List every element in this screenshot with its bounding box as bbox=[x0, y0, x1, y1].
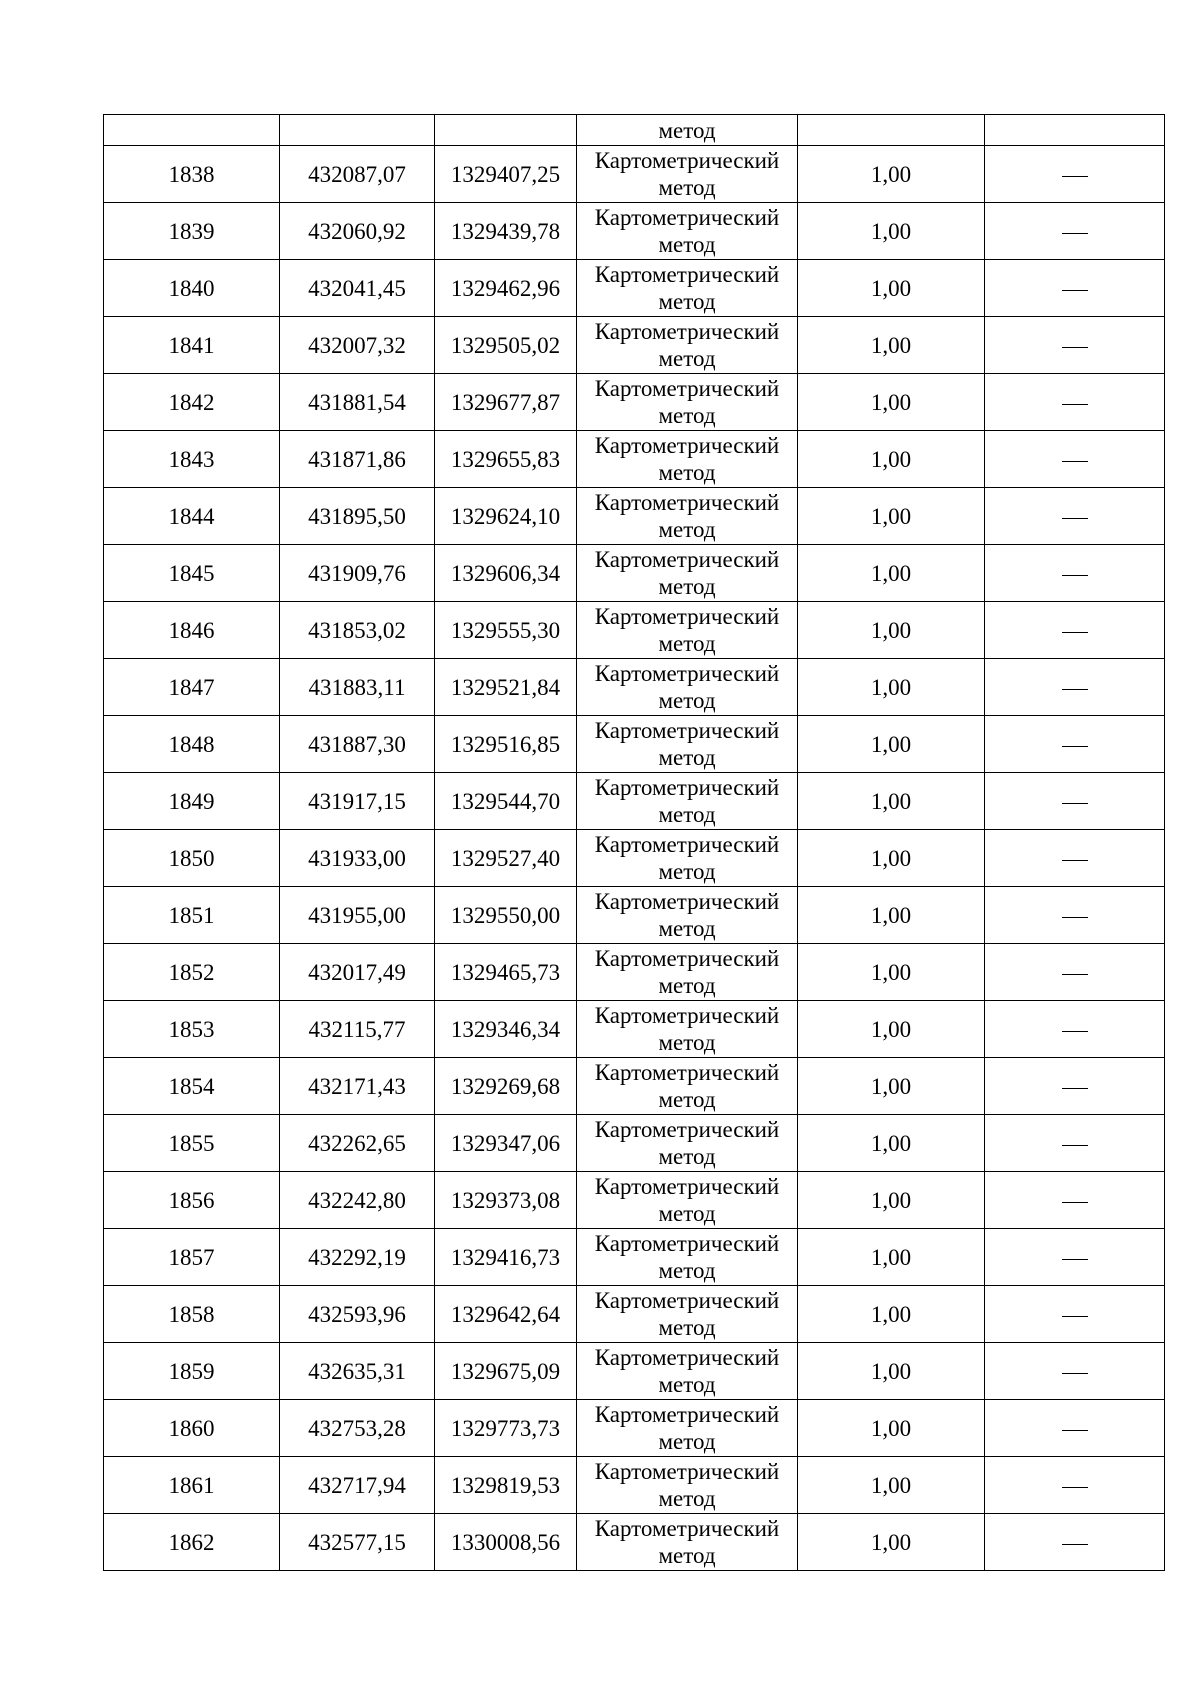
point-number-cell: 1849 bbox=[104, 773, 280, 830]
method-cell bbox=[577, 488, 798, 545]
dash-icon bbox=[1062, 461, 1088, 462]
y-coordinate-cell: 1329606,34 bbox=[435, 545, 577, 602]
description-cell bbox=[985, 659, 1165, 716]
method-line1: Картометрический bbox=[594, 1516, 780, 1541]
table-row bbox=[104, 1286, 1165, 1343]
method-cell bbox=[577, 1058, 798, 1115]
point-number-cell: 1855 bbox=[104, 1115, 280, 1172]
table-row bbox=[104, 1058, 1165, 1115]
table-row bbox=[104, 1115, 1165, 1172]
point-number-cell: 1839 bbox=[104, 203, 280, 260]
description-cell bbox=[985, 944, 1165, 1001]
dash-icon bbox=[1062, 917, 1088, 918]
point-number-cell: 1845 bbox=[104, 545, 280, 602]
y-coordinate-cell: 1329555,30 bbox=[435, 602, 577, 659]
x-coordinate-cell: 431881,54 bbox=[280, 374, 435, 431]
y-coordinate-cell: 1329773,73 bbox=[435, 1400, 577, 1457]
method-cell bbox=[577, 1286, 798, 1343]
accuracy-cell: 1,00 bbox=[798, 773, 985, 830]
description-cell bbox=[985, 317, 1165, 374]
method-line1: Картометрический bbox=[594, 1003, 780, 1028]
table-row bbox=[104, 659, 1165, 716]
dash-icon bbox=[1062, 746, 1088, 747]
table-row bbox=[104, 545, 1165, 602]
table-row bbox=[104, 773, 1165, 830]
accuracy-cell: 1,00 bbox=[798, 260, 985, 317]
accuracy-cell: 1,00 bbox=[798, 488, 985, 545]
method-line1: Картометрический bbox=[594, 1459, 780, 1484]
table-row bbox=[104, 1400, 1165, 1457]
point-number-cell: 1840 bbox=[104, 260, 280, 317]
x-coordinate-cell: 432292,19 bbox=[280, 1229, 435, 1286]
method-tail-text: метод bbox=[658, 118, 716, 143]
dash-icon bbox=[1062, 518, 1088, 519]
point-number-cell: 1841 bbox=[104, 317, 280, 374]
method-cell bbox=[577, 887, 798, 944]
y-coordinate-cell: 1329550,00 bbox=[435, 887, 577, 944]
method-line1: Картометрический bbox=[594, 205, 780, 230]
method-line2: метод bbox=[658, 1486, 716, 1511]
method-cell bbox=[577, 1115, 798, 1172]
accuracy-cell bbox=[798, 115, 985, 146]
method-cell bbox=[577, 602, 798, 659]
accuracy-cell: 1,00 bbox=[798, 602, 985, 659]
accuracy-cell: 1,00 bbox=[798, 374, 985, 431]
point-number-cell: 1848 bbox=[104, 716, 280, 773]
x-coordinate-cell: 431853,02 bbox=[280, 602, 435, 659]
point-cell bbox=[104, 115, 280, 146]
y-coordinate-cell: 1329655,83 bbox=[435, 431, 577, 488]
description-cell bbox=[985, 1001, 1165, 1058]
y-coordinate-cell: 1329439,78 bbox=[435, 203, 577, 260]
description-cell bbox=[985, 115, 1165, 146]
table-row bbox=[104, 716, 1165, 773]
description-cell bbox=[985, 773, 1165, 830]
method-line1: Картометрический bbox=[594, 775, 780, 800]
table-row bbox=[104, 602, 1165, 659]
x-coordinate-cell: 431887,30 bbox=[280, 716, 435, 773]
method-line1: Картометрический bbox=[594, 661, 780, 686]
point-number-cell: 1842 bbox=[104, 374, 280, 431]
method-cell bbox=[577, 1229, 798, 1286]
accuracy-cell: 1,00 bbox=[798, 887, 985, 944]
method-line1: Картометрический bbox=[594, 1345, 780, 1370]
method-cell bbox=[577, 545, 798, 602]
method-cell bbox=[577, 1172, 798, 1229]
method-line2: метод bbox=[658, 1087, 716, 1112]
point-number-cell: 1860 bbox=[104, 1400, 280, 1457]
description-cell bbox=[985, 488, 1165, 545]
method-line2: метод bbox=[658, 688, 716, 713]
table-row bbox=[104, 830, 1165, 887]
table-row bbox=[104, 203, 1165, 260]
table-row bbox=[104, 887, 1165, 944]
accuracy-cell: 1,00 bbox=[798, 1229, 985, 1286]
description-cell bbox=[985, 1286, 1165, 1343]
method-line2: метод bbox=[658, 745, 716, 770]
method-line2: метод bbox=[658, 346, 716, 371]
table-row bbox=[104, 431, 1165, 488]
dash-icon bbox=[1062, 404, 1088, 405]
y-coordinate-cell: 1329462,96 bbox=[435, 260, 577, 317]
method-cell bbox=[577, 1001, 798, 1058]
method-cell bbox=[577, 115, 798, 146]
x-coordinate-cell: 432017,49 bbox=[280, 944, 435, 1001]
dash-icon bbox=[1062, 632, 1088, 633]
method-cell bbox=[577, 716, 798, 773]
accuracy-cell: 1,00 bbox=[798, 1343, 985, 1400]
y-coordinate-cell: 1329505,02 bbox=[435, 317, 577, 374]
description-cell bbox=[985, 1343, 1165, 1400]
y-coordinate-cell: 1329465,73 bbox=[435, 944, 577, 1001]
accuracy-cell: 1,00 bbox=[798, 317, 985, 374]
method-line2: метод bbox=[658, 1258, 716, 1283]
method-line2: метод bbox=[658, 517, 716, 542]
description-cell bbox=[985, 146, 1165, 203]
point-number-cell: 1844 bbox=[104, 488, 280, 545]
accuracy-cell: 1,00 bbox=[798, 1115, 985, 1172]
x-coordinate-cell: 432753,28 bbox=[280, 1400, 435, 1457]
dash-icon bbox=[1062, 1145, 1088, 1146]
description-cell bbox=[985, 260, 1165, 317]
y-coordinate-cell: 1329527,40 bbox=[435, 830, 577, 887]
table-row bbox=[104, 260, 1165, 317]
accuracy-cell: 1,00 bbox=[798, 659, 985, 716]
point-number-cell: 1857 bbox=[104, 1229, 280, 1286]
dash-icon bbox=[1062, 1544, 1088, 1545]
accuracy-cell: 1,00 bbox=[798, 1514, 985, 1571]
table-row bbox=[104, 1457, 1165, 1514]
table-body bbox=[104, 115, 1165, 1571]
table-row bbox=[104, 1343, 1165, 1400]
point-number-cell: 1847 bbox=[104, 659, 280, 716]
method-cell bbox=[577, 773, 798, 830]
y-coordinate-cell: 1329347,06 bbox=[435, 1115, 577, 1172]
table-row bbox=[104, 1514, 1165, 1571]
method-line1: Картометрический bbox=[594, 604, 780, 629]
y-coordinate-cell: 1329269,68 bbox=[435, 1058, 577, 1115]
y-coordinate-cell: 1329346,34 bbox=[435, 1001, 577, 1058]
table-row bbox=[104, 1172, 1165, 1229]
dash-icon bbox=[1062, 575, 1088, 576]
description-cell bbox=[985, 203, 1165, 260]
dash-icon bbox=[1062, 689, 1088, 690]
x-coordinate-cell: 432242,80 bbox=[280, 1172, 435, 1229]
point-number-cell: 1843 bbox=[104, 431, 280, 488]
accuracy-cell: 1,00 bbox=[798, 1172, 985, 1229]
method-line2: метод bbox=[658, 1030, 716, 1055]
y-coordinate-cell: 1329544,70 bbox=[435, 773, 577, 830]
x-coordinate-cell: 431917,15 bbox=[280, 773, 435, 830]
method-cell bbox=[577, 260, 798, 317]
method-line1: Картометрический bbox=[594, 376, 780, 401]
y-coordinate-cell: 1329407,25 bbox=[435, 146, 577, 203]
accuracy-cell: 1,00 bbox=[798, 944, 985, 1001]
coordinates-table bbox=[103, 114, 1165, 1571]
x-coordinate-cell: 431895,50 bbox=[280, 488, 435, 545]
x-coordinate-cell: 432593,96 bbox=[280, 1286, 435, 1343]
method-line1: Картометрический bbox=[594, 946, 780, 971]
y-coordinate-cell: 1329516,85 bbox=[435, 716, 577, 773]
method-line2: метод bbox=[658, 403, 716, 428]
accuracy-cell: 1,00 bbox=[798, 146, 985, 203]
accuracy-cell: 1,00 bbox=[798, 1457, 985, 1514]
method-line1: Картометрический bbox=[594, 718, 780, 743]
method-line2: метод bbox=[658, 1543, 716, 1568]
accuracy-cell: 1,00 bbox=[798, 431, 985, 488]
table-row bbox=[104, 146, 1165, 203]
accuracy-cell: 1,00 bbox=[798, 830, 985, 887]
dash-icon bbox=[1062, 233, 1088, 234]
dash-icon bbox=[1062, 1202, 1088, 1203]
y-coordinate-cell: 1329373,08 bbox=[435, 1172, 577, 1229]
y-coordinate-cell: 1329624,10 bbox=[435, 488, 577, 545]
description-cell bbox=[985, 1400, 1165, 1457]
x-coordinate-cell: 432635,31 bbox=[280, 1343, 435, 1400]
description-cell bbox=[985, 1229, 1165, 1286]
point-number-cell: 1846 bbox=[104, 602, 280, 659]
accuracy-cell: 1,00 bbox=[798, 716, 985, 773]
point-number-cell: 1858 bbox=[104, 1286, 280, 1343]
point-number-cell: 1859 bbox=[104, 1343, 280, 1400]
dash-icon bbox=[1062, 1430, 1088, 1431]
method-line1: Картометрический bbox=[594, 490, 780, 515]
dash-icon bbox=[1062, 860, 1088, 861]
y-coordinate-cell: 1329521,84 bbox=[435, 659, 577, 716]
method-cell bbox=[577, 146, 798, 203]
description-cell bbox=[985, 1115, 1165, 1172]
x-coordinate-cell: 432717,94 bbox=[280, 1457, 435, 1514]
method-line1: Картометрический bbox=[594, 832, 780, 857]
method-line2: метод bbox=[658, 574, 716, 599]
accuracy-cell: 1,00 bbox=[798, 203, 985, 260]
method-cell bbox=[577, 1457, 798, 1514]
dash-icon bbox=[1062, 290, 1088, 291]
dash-icon bbox=[1062, 803, 1088, 804]
method-line1: Картометрический bbox=[594, 547, 780, 572]
accuracy-cell: 1,00 bbox=[798, 1001, 985, 1058]
dash-icon bbox=[1062, 1487, 1088, 1488]
method-line2: метод bbox=[658, 175, 716, 200]
x-coordinate-cell: 431933,00 bbox=[280, 830, 435, 887]
accuracy-cell: 1,00 bbox=[798, 1058, 985, 1115]
method-cell bbox=[577, 659, 798, 716]
method-line2: метод bbox=[658, 460, 716, 485]
dash-icon bbox=[1062, 1373, 1088, 1374]
x-coordinate-cell: 432041,45 bbox=[280, 260, 435, 317]
method-line1: Картометрический bbox=[594, 1231, 780, 1256]
x-coordinate-cell: 432115,77 bbox=[280, 1001, 435, 1058]
accuracy-cell: 1,00 bbox=[798, 1286, 985, 1343]
method-line2: метод bbox=[658, 1372, 716, 1397]
method-line1: Картометрический bbox=[594, 889, 780, 914]
x-coordinate-cell: 431883,11 bbox=[280, 659, 435, 716]
method-cell bbox=[577, 1343, 798, 1400]
point-number-cell: 1851 bbox=[104, 887, 280, 944]
y-coordinate-cell: 1329819,53 bbox=[435, 1457, 577, 1514]
x-coordinate-cell: 431955,00 bbox=[280, 887, 435, 944]
x-coordinate-cell: 432007,32 bbox=[280, 317, 435, 374]
description-cell bbox=[985, 374, 1165, 431]
y-coordinate-cell: 1329677,87 bbox=[435, 374, 577, 431]
method-cell bbox=[577, 317, 798, 374]
point-number-cell: 1861 bbox=[104, 1457, 280, 1514]
method-line1: Картометрический bbox=[594, 148, 780, 173]
method-cell bbox=[577, 1400, 798, 1457]
method-line1: Картометрический bbox=[594, 1060, 780, 1085]
y-coordinate-cell: 1330008,56 bbox=[435, 1514, 577, 1571]
x-coordinate-cell: 432577,15 bbox=[280, 1514, 435, 1571]
method-cell bbox=[577, 431, 798, 488]
description-cell bbox=[985, 1514, 1165, 1571]
point-number-cell: 1853 bbox=[104, 1001, 280, 1058]
dash-icon bbox=[1062, 1088, 1088, 1089]
description-cell bbox=[985, 1457, 1165, 1514]
table-row bbox=[104, 944, 1165, 1001]
y-coordinate-cell: 1329675,09 bbox=[435, 1343, 577, 1400]
x-coordinate-cell: 431871,86 bbox=[280, 431, 435, 488]
dash-icon bbox=[1062, 176, 1088, 177]
x-coordinate-cell: 432087,07 bbox=[280, 146, 435, 203]
y-coordinate-cell: 1329416,73 bbox=[435, 1229, 577, 1286]
method-line2: метод bbox=[658, 802, 716, 827]
method-cell bbox=[577, 374, 798, 431]
point-number-cell: 1856 bbox=[104, 1172, 280, 1229]
description-cell bbox=[985, 431, 1165, 488]
x-coordinate-cell: 432262,65 bbox=[280, 1115, 435, 1172]
continuation-row bbox=[104, 115, 1165, 146]
description-cell bbox=[985, 887, 1165, 944]
description-cell bbox=[985, 830, 1165, 887]
method-cell bbox=[577, 830, 798, 887]
description-cell bbox=[985, 716, 1165, 773]
method-line2: метод bbox=[658, 916, 716, 941]
method-line1: Картометрический bbox=[594, 1288, 780, 1313]
point-number-cell: 1854 bbox=[104, 1058, 280, 1115]
accuracy-cell: 1,00 bbox=[798, 1400, 985, 1457]
method-line1: Картометрический bbox=[594, 262, 780, 287]
dash-icon bbox=[1062, 1031, 1088, 1032]
method-line1: Картометрический bbox=[594, 1174, 780, 1199]
method-line2: метод bbox=[658, 859, 716, 884]
y-coordinate-cell bbox=[435, 115, 577, 146]
table-row bbox=[104, 317, 1165, 374]
method-line2: метод bbox=[658, 1315, 716, 1340]
x-coordinate-cell: 432060,92 bbox=[280, 203, 435, 260]
dash-icon bbox=[1062, 974, 1088, 975]
x-coordinate-cell: 431909,76 bbox=[280, 545, 435, 602]
description-cell bbox=[985, 1058, 1165, 1115]
table-row bbox=[104, 1001, 1165, 1058]
table-row bbox=[104, 488, 1165, 545]
description-cell bbox=[985, 1172, 1165, 1229]
dash-icon bbox=[1062, 347, 1088, 348]
description-cell bbox=[985, 602, 1165, 659]
method-line1: Картометрический bbox=[594, 433, 780, 458]
x-coordinate-cell bbox=[280, 115, 435, 146]
table-row bbox=[104, 374, 1165, 431]
y-coordinate-cell: 1329642,64 bbox=[435, 1286, 577, 1343]
method-line2: метод bbox=[658, 1201, 716, 1226]
point-number-cell: 1862 bbox=[104, 1514, 280, 1571]
x-coordinate-cell: 432171,43 bbox=[280, 1058, 435, 1115]
method-line2: метод bbox=[658, 1429, 716, 1454]
method-cell bbox=[577, 203, 798, 260]
point-number-cell: 1852 bbox=[104, 944, 280, 1001]
method-line2: метод bbox=[658, 973, 716, 998]
point-number-cell: 1838 bbox=[104, 146, 280, 203]
point-number-cell: 1850 bbox=[104, 830, 280, 887]
table-row bbox=[104, 1229, 1165, 1286]
method-line2: метод bbox=[658, 631, 716, 656]
method-line1: Картометрический bbox=[594, 1402, 780, 1427]
method-cell bbox=[577, 944, 798, 1001]
method-line1: Картометрический bbox=[594, 1117, 780, 1142]
accuracy-cell: 1,00 bbox=[798, 545, 985, 602]
method-line1: Картометрический bbox=[594, 319, 780, 344]
method-cell bbox=[577, 1514, 798, 1571]
dash-icon bbox=[1062, 1259, 1088, 1260]
description-cell bbox=[985, 545, 1165, 602]
method-line2: метод bbox=[658, 1144, 716, 1169]
method-line2: метод bbox=[658, 289, 716, 314]
dash-icon bbox=[1062, 1316, 1088, 1317]
method-line2: метод bbox=[658, 232, 716, 257]
